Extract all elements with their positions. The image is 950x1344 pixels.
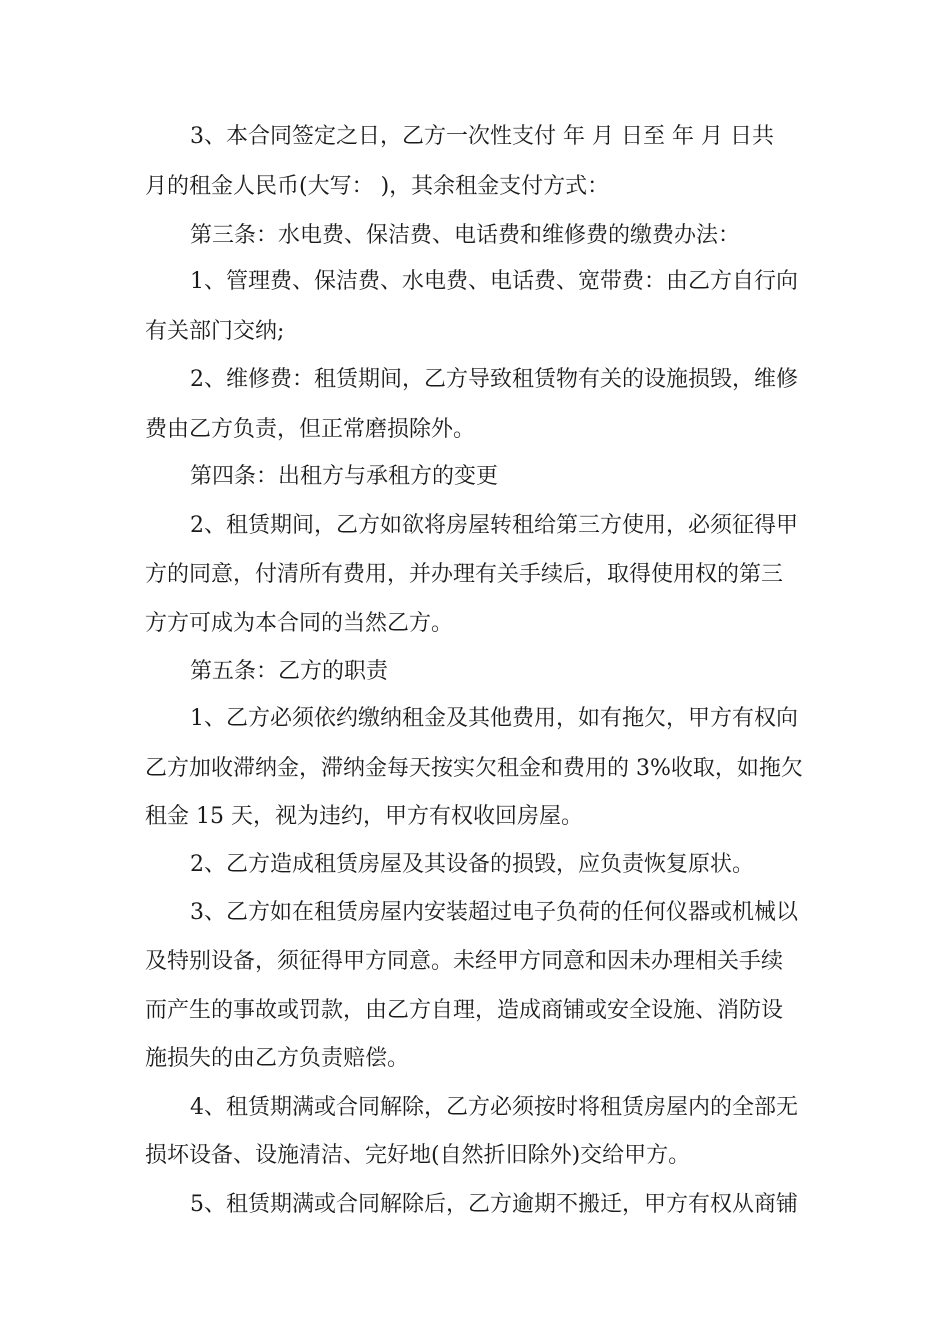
text-line: 方的同意，付清所有费用，并办理有关手续后，取得使用权的第三 [145, 562, 784, 587]
text-line: 2、维修费：租赁期间，乙方导致租赁物有关的设施损毁，维修 [190, 367, 798, 392]
text-line: 1、乙方必须依约缴纳租金及其他费用，如有拖欠，甲方有权向 [190, 706, 798, 731]
text-line: 2、租赁期间，乙方如欲将房屋转租给第三方使用，必须征得甲 [190, 513, 798, 538]
text-line: 有关部门交纳; [145, 319, 285, 344]
section-heading: 第三条：水电费、保洁费、电话费和维修费的缴费办法： [190, 223, 741, 248]
text-line: 4、租赁期满或合同解除，乙方必须按时将租赁房屋内的全部无 [190, 1095, 798, 1120]
text-line: 施损失的由乙方负责赔偿。 [145, 1046, 410, 1071]
text-line: 及特别设备，须征得甲方同意。未经甲方同意和因未办理相关手续 [145, 949, 784, 974]
text-line: 5、租赁期满或合同解除后，乙方逾期不搬迁，甲方有权从商铺 [190, 1192, 798, 1217]
text-line: 1、管理费、保洁费、水电费、电话费、宽带费：由乙方自行向 [190, 269, 798, 294]
text-line: 方方可成为本合同的当然乙方。 [145, 611, 454, 636]
text-line: 2、乙方造成租赁房屋及其设备的损毁，应负责恢复原状。 [190, 852, 754, 877]
section-heading: 第四条：出租方与承租方的变更 [190, 464, 499, 489]
text-line: 3、乙方如在租赁房屋内安装超过电子负荷的任何仪器或机械以 [190, 900, 798, 925]
text-line: 费由乙方负责，但正常磨损除外。 [145, 417, 476, 442]
text-line: 损坏设备、设施清洁、完好地(自然折旧除外)交给甲方。 [145, 1143, 691, 1168]
text-line: 3、本合同签定之日，乙方一次性支付 年 月 日至 年 月 日共 [190, 124, 774, 149]
text-line: 而产生的事故或罚款，由乙方自理，造成商铺或安全设施、消防设 [145, 998, 784, 1023]
text-line: 乙方加收滞纳金，滞纳金每天按实欠租金和费用的 3%收取，如拖欠 [145, 756, 803, 781]
text-line: 月的租金人民币(大写： )，其余租金支付方式： [145, 174, 610, 199]
text-line: 租金 15 天，视为违约，甲方有权收回房屋。 [145, 804, 583, 829]
section-heading: 第五条：乙方的职责 [190, 659, 389, 684]
